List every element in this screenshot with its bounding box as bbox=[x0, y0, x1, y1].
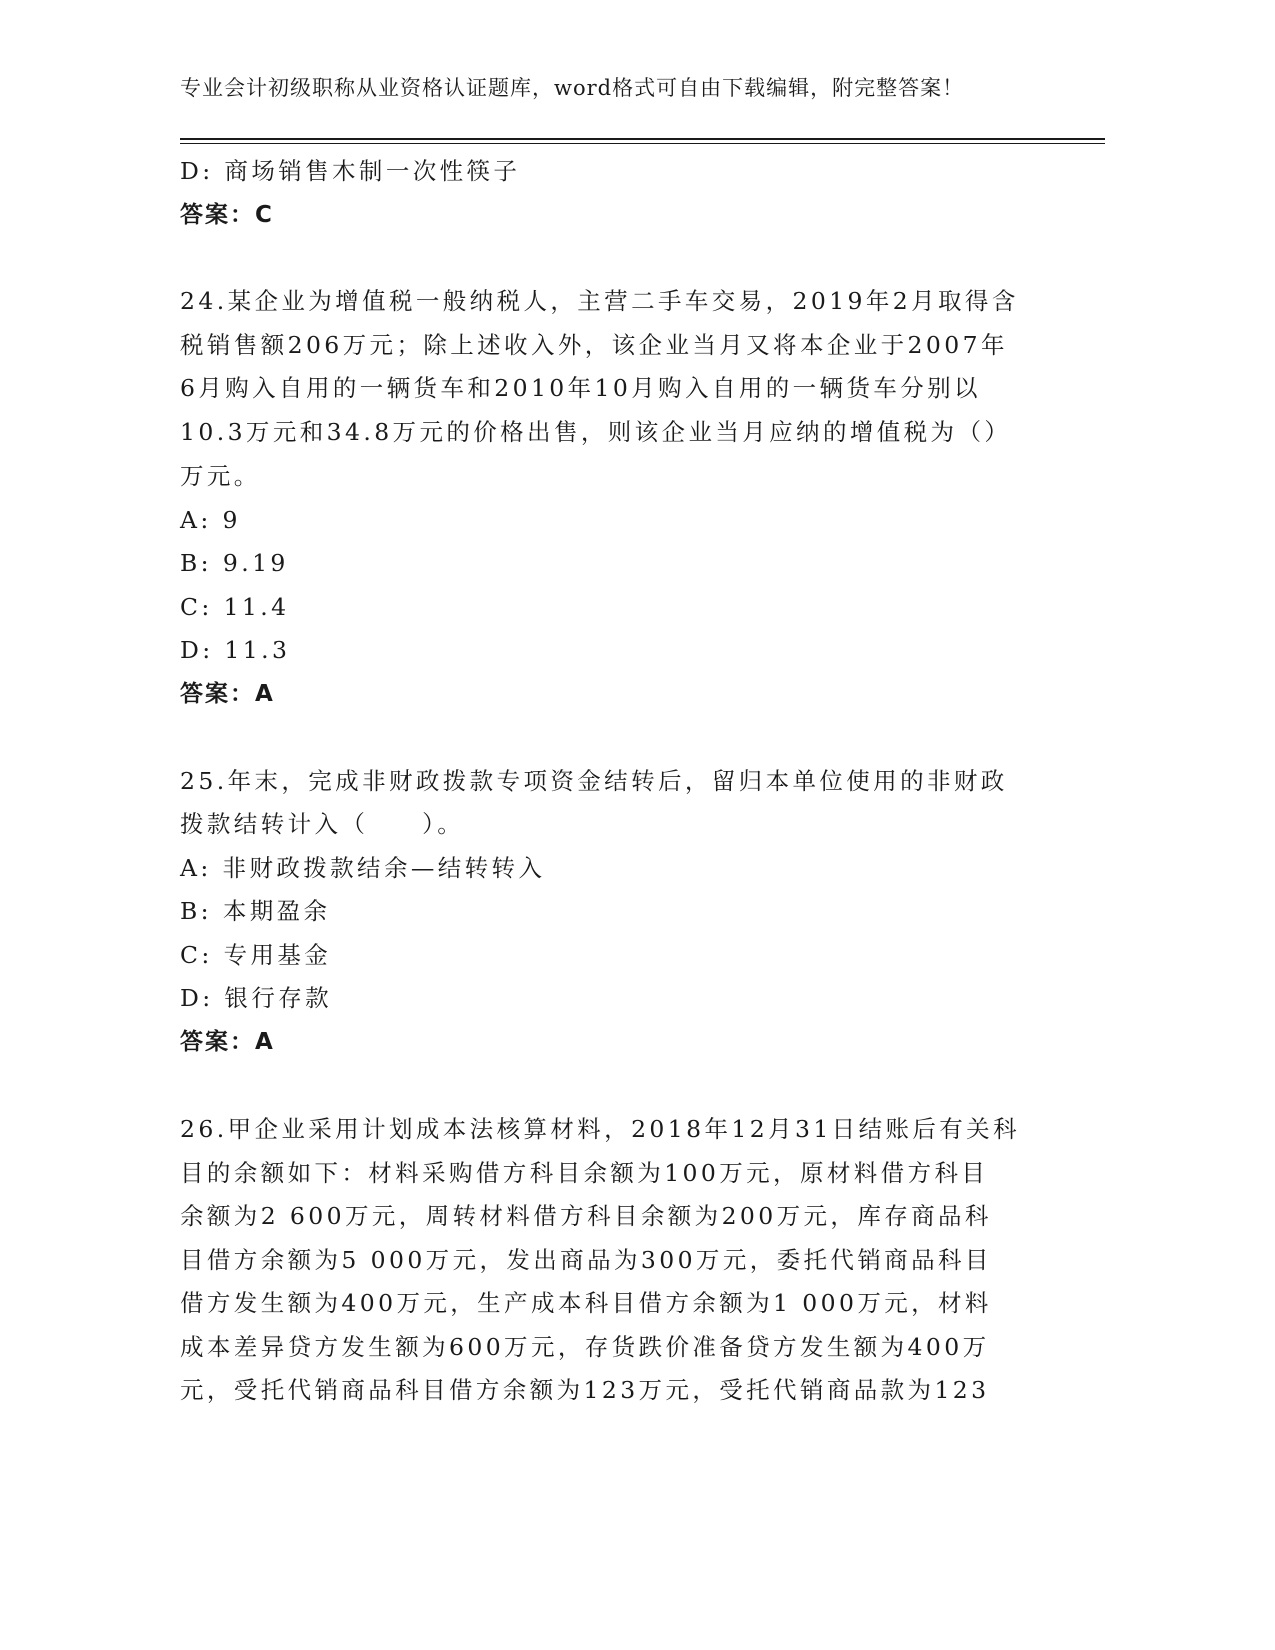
q24-option-b: B: 9.19 bbox=[180, 549, 289, 577]
q25-stem-line: 拨款结转计入（ ）。 bbox=[180, 810, 465, 838]
q25-answer: 答案：A bbox=[180, 1029, 275, 1055]
q24-answer: 答案：A bbox=[180, 681, 275, 707]
q26-stem-line: 目借方余额为5 000万元，发出商品为300万元，委托代销商品科目 bbox=[180, 1246, 992, 1274]
q25-option-c: C: 专用基金 bbox=[180, 941, 332, 969]
q25-option-d: D: 银行存款 bbox=[180, 984, 333, 1012]
q25-option-b: B: 本期盈余 bbox=[180, 897, 331, 925]
header-rule-thin bbox=[180, 143, 1105, 144]
q24-stem-line: 万元。 bbox=[180, 462, 261, 490]
q26-stem-line: 余额为2 600万元，周转材料借方科目余额为200万元，库存商品科 bbox=[180, 1202, 992, 1230]
q24-stem-line: 24.某企业为增值税一般纳税人，主营二手车交易，2019年2月取得含 bbox=[180, 287, 1019, 315]
header-rule-thick bbox=[180, 138, 1105, 140]
q24-option-d: D: 11.3 bbox=[180, 636, 291, 664]
q26-stem-line: 26.甲企业采用计划成本法核算材料，2018年12月31日结账后有关科 bbox=[180, 1115, 1020, 1143]
q24-option-c: C: 11.4 bbox=[180, 593, 290, 621]
q25-stem-line: 25.年末，完成非财政拨款专项资金结转后，留归本单位使用的非财政 bbox=[180, 767, 1008, 795]
q24-option-a: A: 9 bbox=[180, 506, 241, 534]
q24-stem-line: 6月购入自用的一辆货车和2010年10月购入自用的一辆货车分别以 bbox=[180, 374, 981, 402]
q23-answer: 答案：C bbox=[180, 202, 274, 228]
q23-option-d: D: 商场销售木制一次性筷子 bbox=[180, 157, 521, 185]
q25-option-a: A: 非财政拨款结余—结转转入 bbox=[180, 854, 546, 882]
q26-stem-line: 元，受托代销商品科目借方余额为123万元，受托代销商品款为123 bbox=[180, 1376, 990, 1404]
q26-stem-line: 借方发生额为400万元，生产成本科目借方余额为1 000万元，材料 bbox=[180, 1289, 992, 1317]
q26-stem-line: 目的余额如下：材料采购借方科目余额为100万元，原材料借方科目 bbox=[180, 1159, 989, 1187]
q24-stem-line: 税销售额206万元；除上述收入外，该企业当月又将本企业于2007年 bbox=[180, 331, 1008, 359]
q24-stem-line: 10.3万元和34.8万元的价格出售，则该企业当月应纳的增值税为（） bbox=[180, 418, 1012, 446]
page-header: 专业会计初级职称从业资格认证题库，word格式可自由下载编辑，附完整答案！ bbox=[180, 76, 965, 100]
q26-stem-line: 成本差异贷方发生额为600万元，存货跌价准备贷方发生额为400万 bbox=[180, 1333, 990, 1361]
